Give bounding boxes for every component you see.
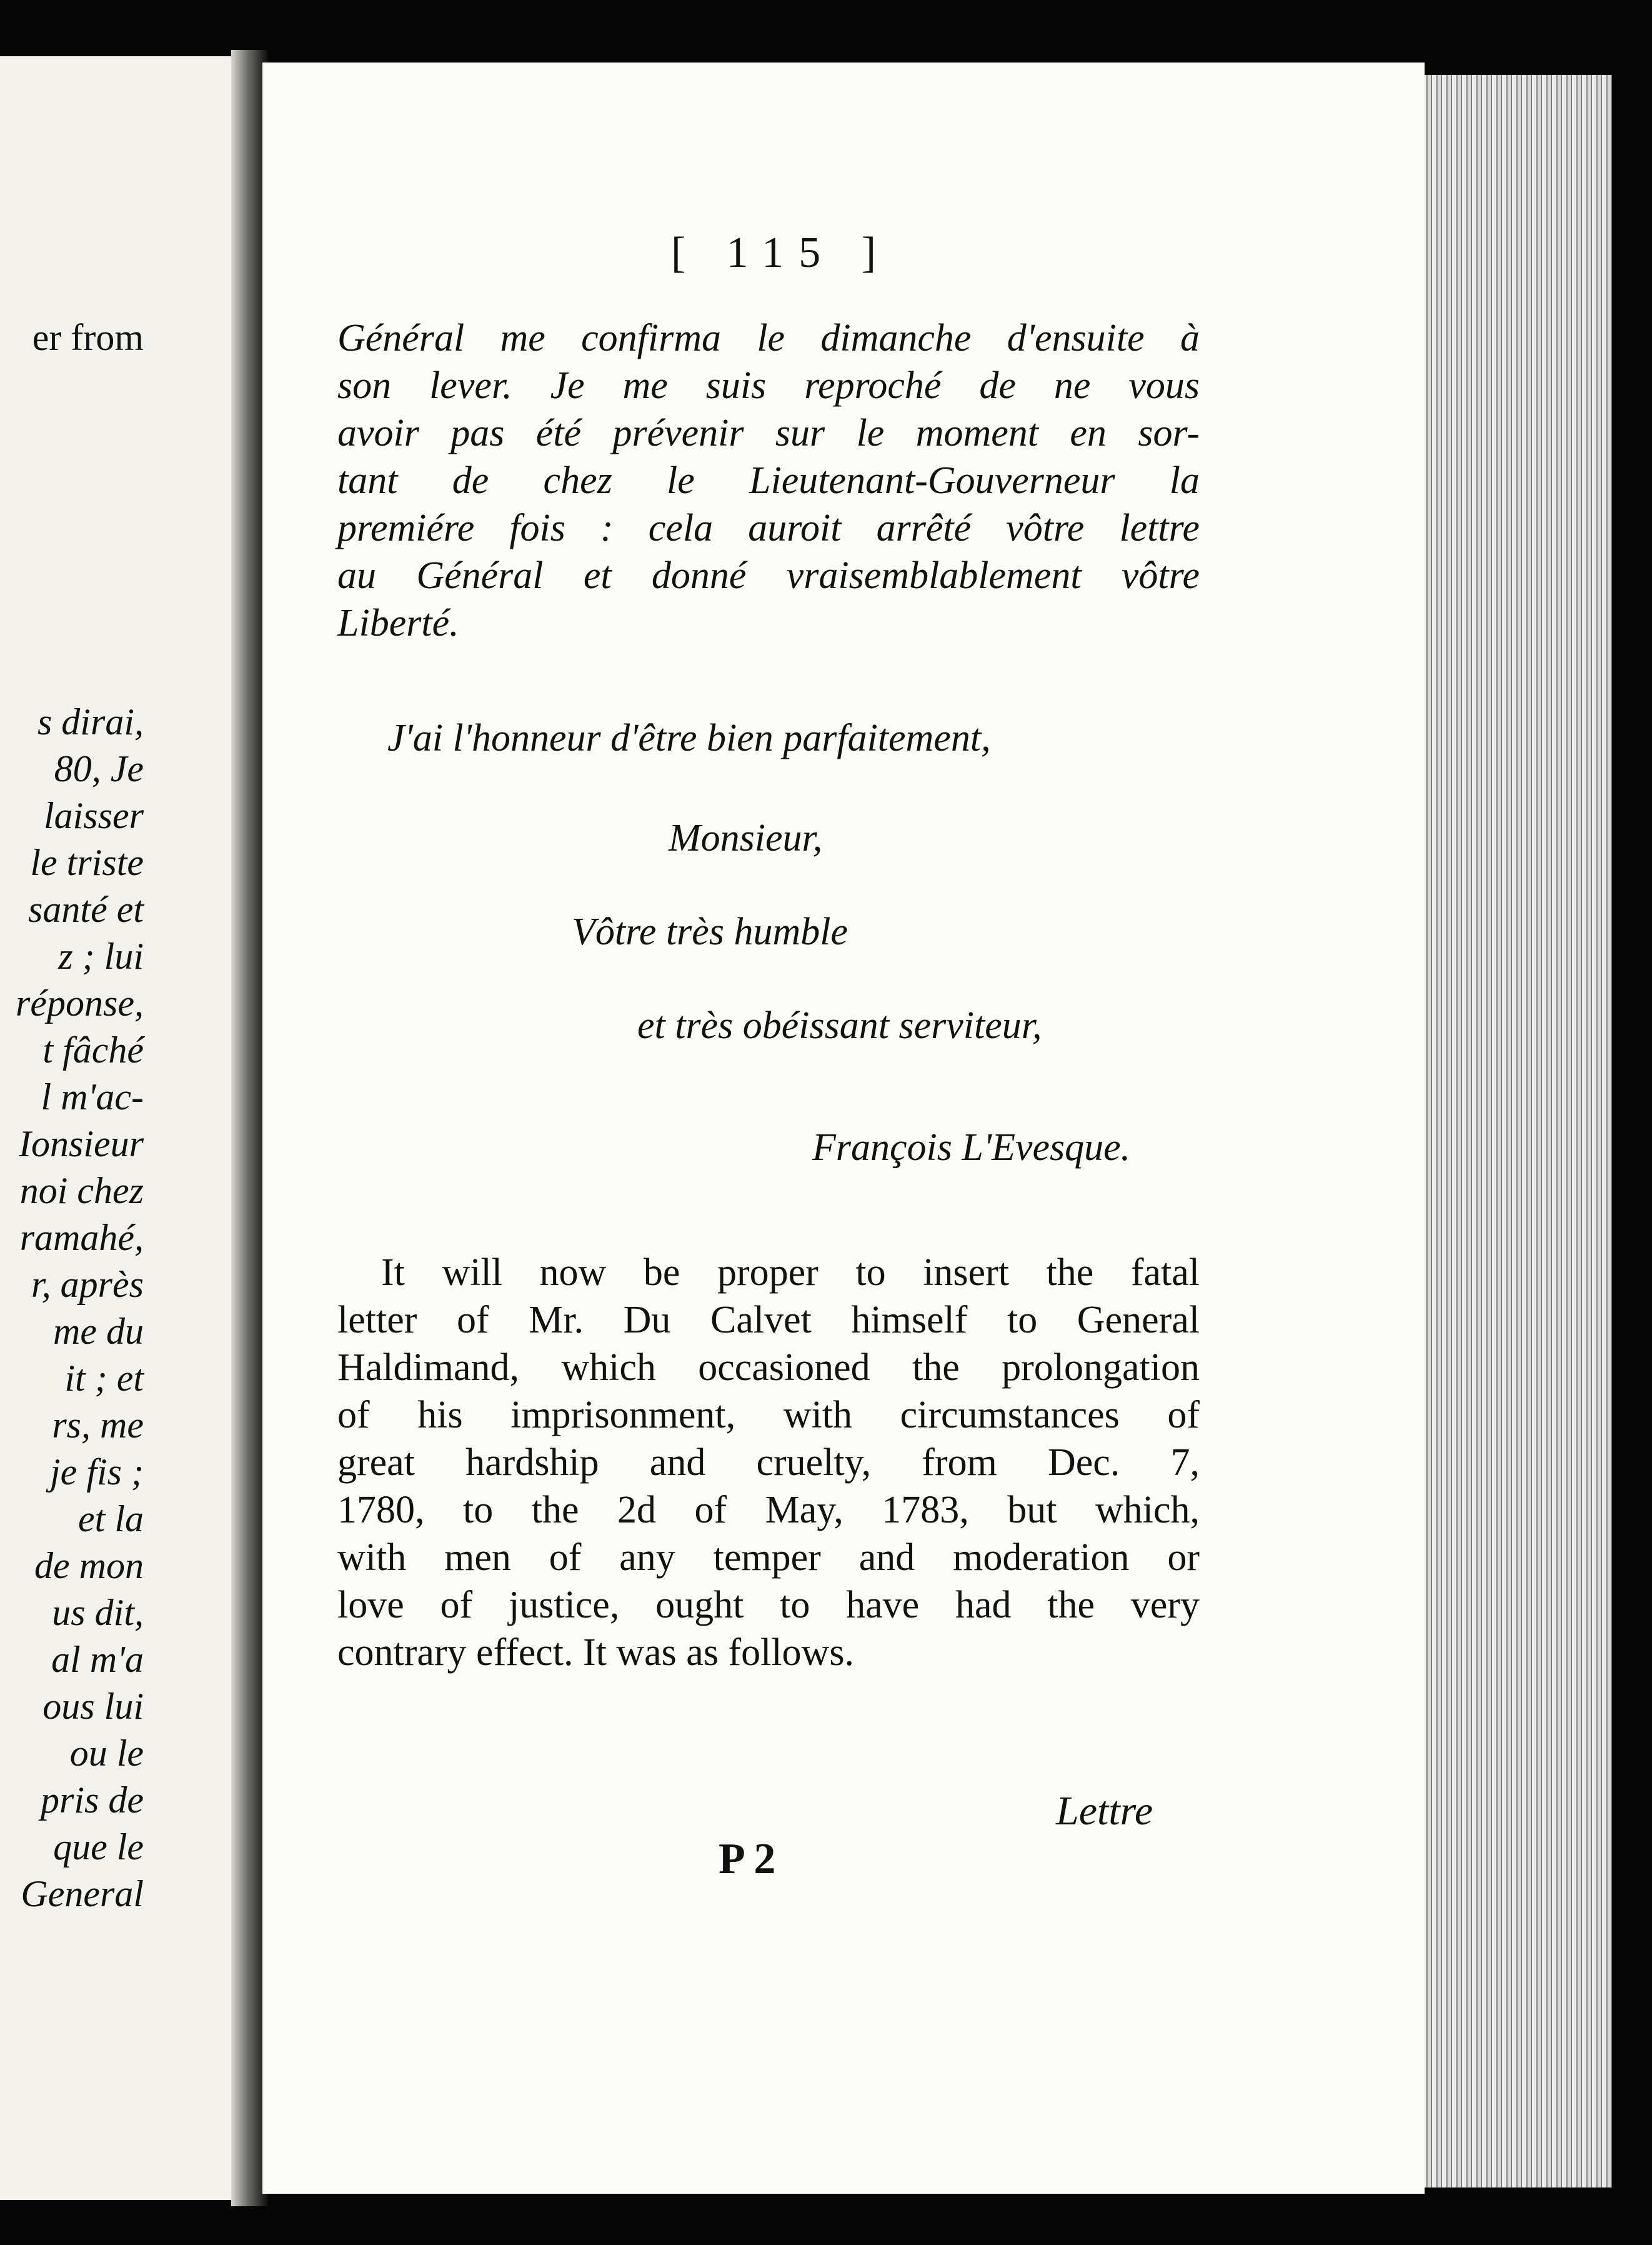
closing-servant: et très obéissant serviteur, — [637, 1004, 1042, 1047]
french-text-line: Liberté. — [337, 602, 459, 644]
left-page-line: santé et — [28, 889, 144, 930]
english-text-line: of his imprisonment, with circumstances of — [337, 1394, 1200, 1436]
english-text-line: It will now be proper to insert the fatal — [381, 1251, 1200, 1294]
french-text-line: Général me confirma le dimanche d'ensuite à — [337, 317, 1200, 359]
left-page-line: ramahé, — [19, 1217, 144, 1258]
english-text-line: 1780, to the 2d of May, 1783, but which, — [337, 1489, 1200, 1531]
left-page-line: s dirai, — [37, 701, 144, 742]
left-page-line: rs, me — [52, 1404, 144, 1446]
catchword: Lettre — [1056, 1788, 1153, 1834]
french-text-line: premiére fois : cela auroit arrêté vôtre lettre — [337, 507, 1200, 549]
left-page-line: General — [21, 1873, 144, 1914]
left-page-line: 80, Je — [54, 748, 144, 789]
left-page — [0, 56, 244, 2200]
signature: François L'Evesque. — [812, 1126, 1131, 1169]
page-edges — [1412, 75, 1612, 2188]
left-page-line: laisser — [43, 795, 144, 836]
english-text-line: great hardship and cruelty, from Dec. 7, — [337, 1441, 1200, 1484]
closing-honneur: J'ai l'honneur d'être bien parfaitement, — [387, 717, 991, 759]
french-text-line: au Général et donné vraisemblablement vôtre — [337, 554, 1200, 597]
left-page-line: que le — [53, 1826, 144, 1868]
left-page-line: et la — [78, 1498, 144, 1539]
left-page-line: t fâché — [42, 1029, 144, 1071]
page-number: [ 115 ] — [670, 229, 892, 277]
left-page-line: Ionsieur — [19, 1123, 144, 1164]
left-page-line: pris de — [41, 1779, 144, 1821]
closing-monsieur: Monsieur, — [669, 817, 823, 859]
english-text-line: love of justice, ought to have had the very — [337, 1584, 1200, 1626]
left-page-line: je fis ; — [50, 1451, 144, 1492]
left-page-line: de mon — [34, 1545, 144, 1586]
left-page-line: er from — [32, 317, 144, 358]
left-page-line: z ; lui — [58, 936, 144, 977]
signature-mark: P 2 — [719, 1835, 776, 1883]
left-page-line: me du — [53, 1311, 144, 1352]
left-page-line: al m'a — [51, 1639, 144, 1680]
french-text-line: son lever. Je me suis reproché de ne vous — [337, 364, 1200, 407]
english-text-line: letter of Mr. Du Calvet himself to General — [337, 1299, 1200, 1341]
closing-humble: Vôtre très humble — [572, 911, 848, 953]
left-page-line: le triste — [30, 842, 144, 883]
english-text-line: Haldimand, which occasioned the prolongation — [337, 1346, 1200, 1389]
french-text-line: avoir pas été prévenir sur le moment en sor- — [337, 412, 1200, 454]
english-text-line: with men of any temper and moderation or — [337, 1536, 1200, 1579]
left-page-line: it ; et — [64, 1358, 144, 1399]
french-text-line: tant de chez le Lieutenant-Gouverneur la — [337, 459, 1200, 502]
english-text-line: contrary effect. It was as follows. — [337, 1631, 854, 1674]
left-page-line: noi chez — [19, 1170, 144, 1211]
left-page-line: ou le — [69, 1732, 144, 1774]
left-page-line: réponse, — [16, 982, 144, 1024]
left-page-line: r, après — [31, 1264, 144, 1305]
left-page-line: us dit, — [52, 1592, 144, 1633]
left-page-line: l m'ac- — [41, 1076, 144, 1118]
left-page-line: ous lui — [42, 1686, 144, 1727]
